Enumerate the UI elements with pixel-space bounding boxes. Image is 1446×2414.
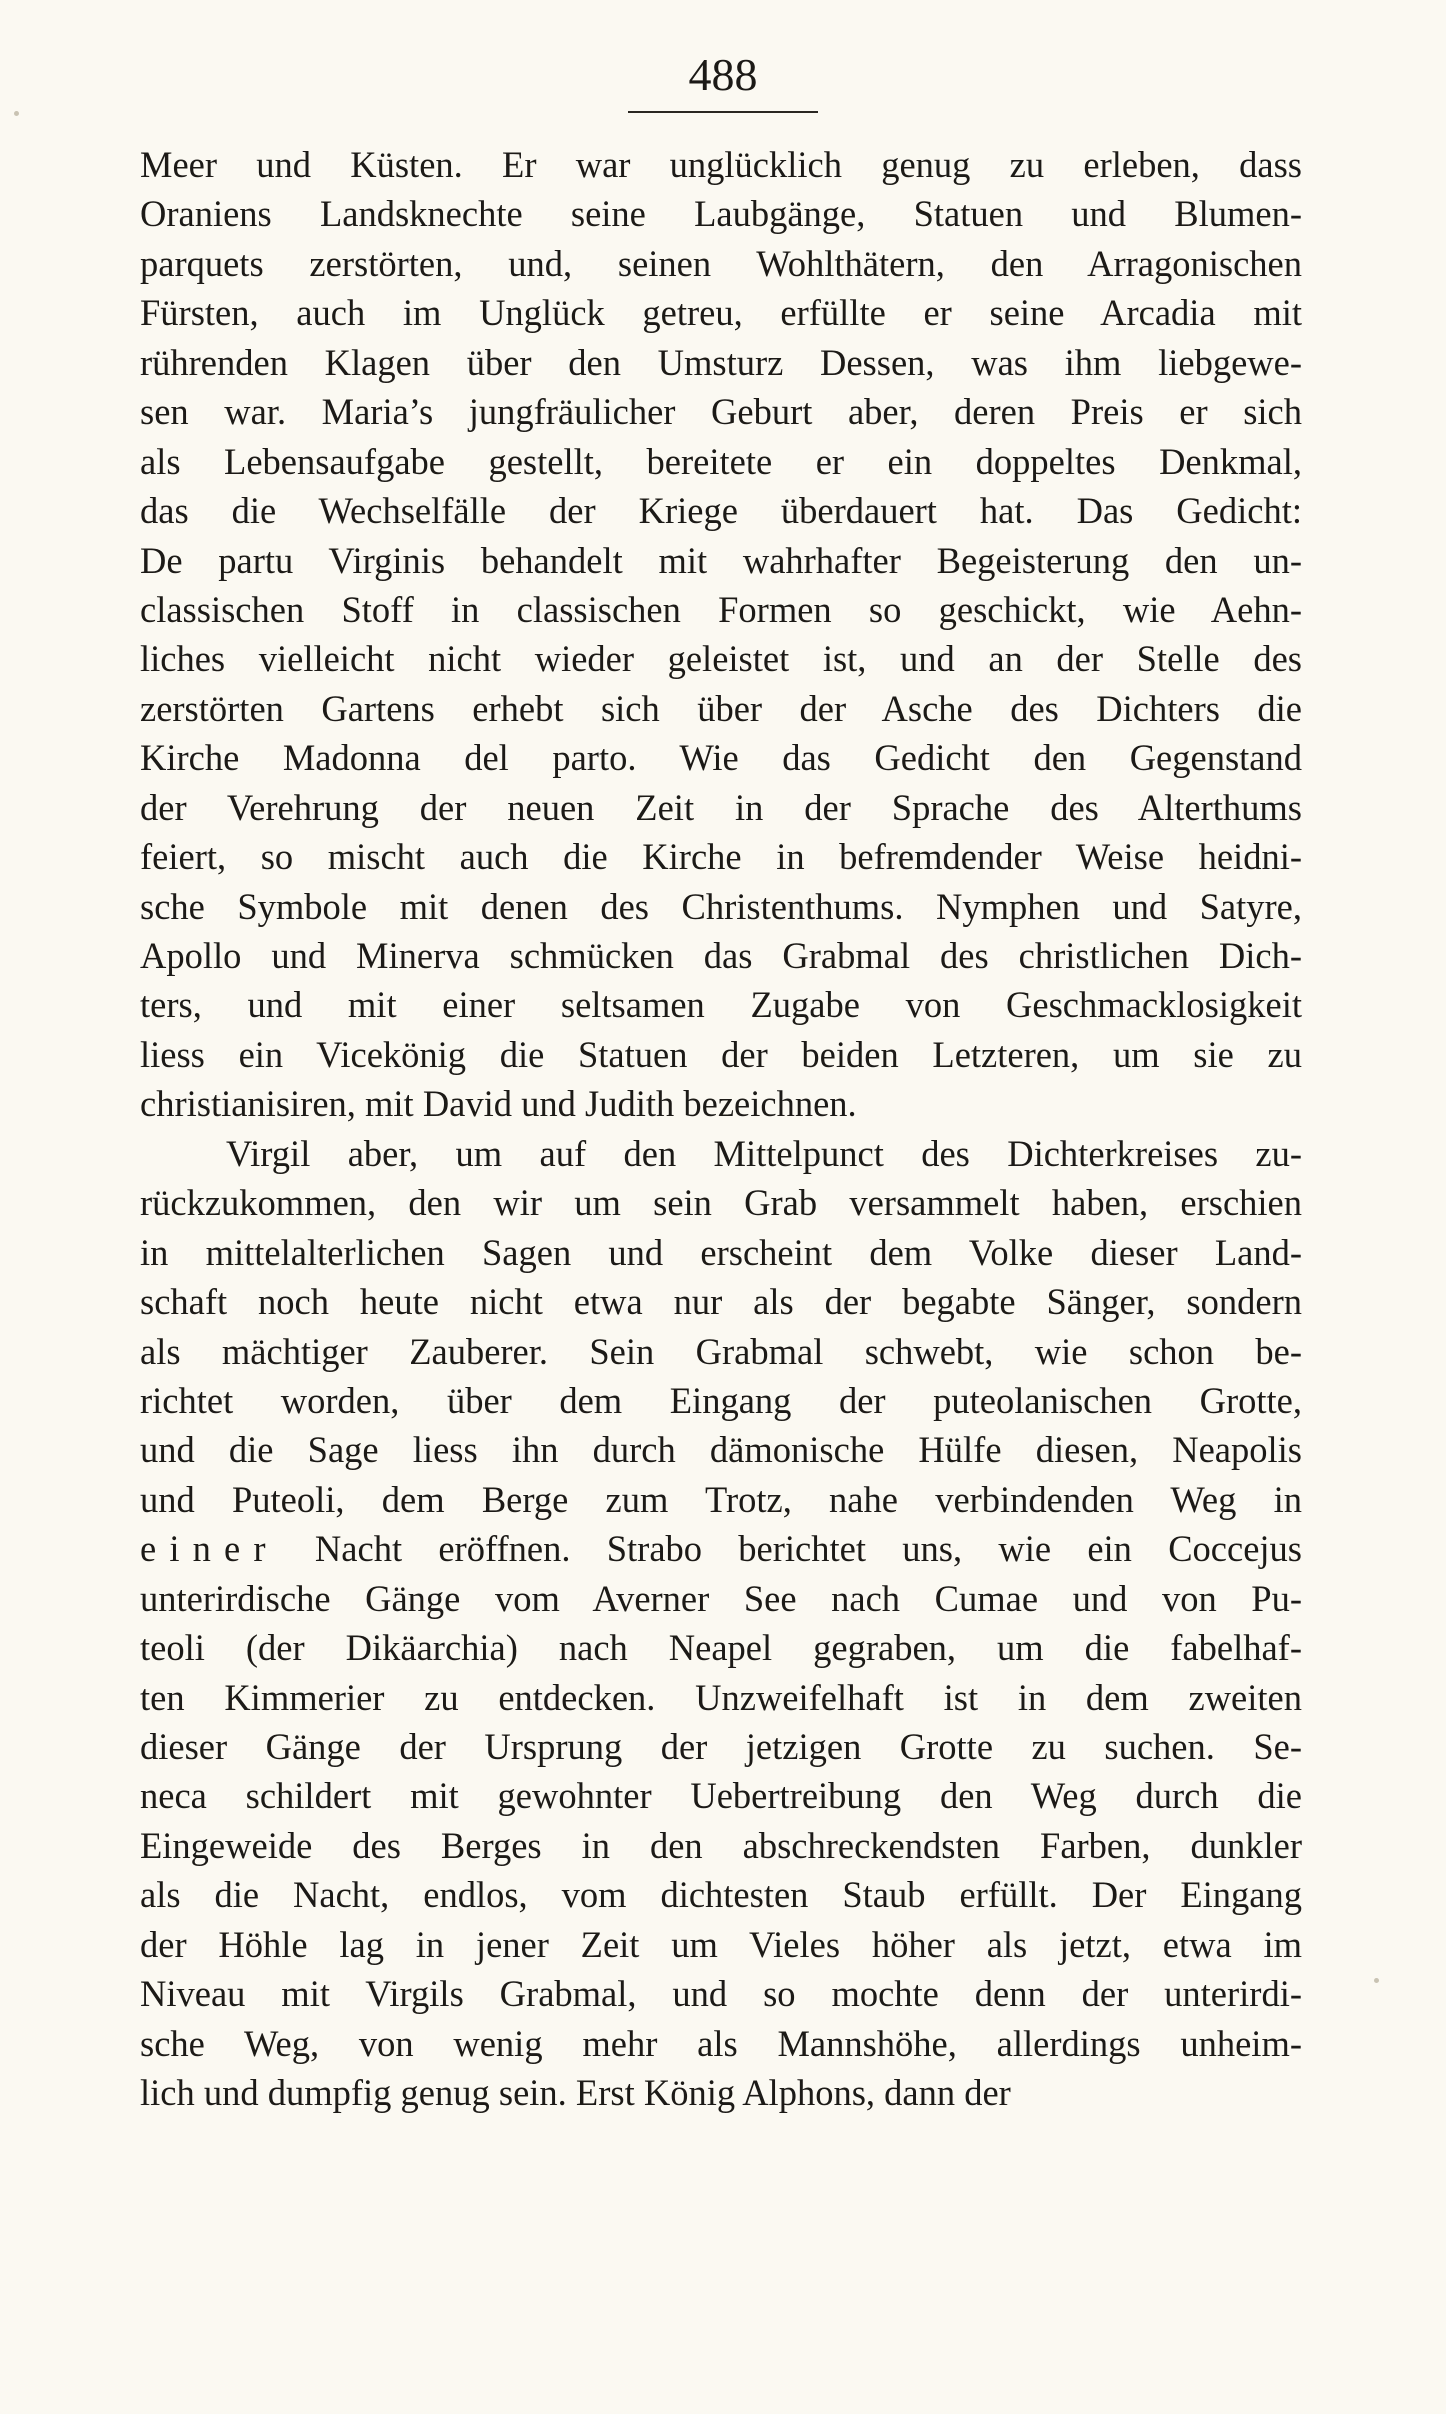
text-line: Meer und Küsten. Er war unglücklich genug zu erleben, dass <box>140 144 1302 185</box>
text-line: liches vielleicht nicht wieder geleistet ist, und an der Stelle des <box>140 638 1302 680</box>
text-line: ters, und mit einer seltsamen Zugabe von Geschmacklosigkeit <box>140 984 1302 1026</box>
text-line: der Verehrung der neuen Zeit in der Sprache des Alterthums <box>140 786 1302 828</box>
text-line: Niveau mit Virgils Grabmal, und so mochte denn der unterirdi- <box>140 1973 1302 2015</box>
text-line: teoli (der Dikäarchia) nach Neapel gegraben, um die fabelhaf- <box>140 1627 1302 1669</box>
text-line: und die Sage liess ihn durch dämonische Hülfe diesen, Neapolis <box>140 1429 1302 1471</box>
text-line: Oraniens Landsknechte seine Laubgänge, Statuen und Blumen- <box>140 193 1302 235</box>
text-line: Kirche Madonna del parto. Wie das Gedicht den Gegenstand <box>140 737 1302 779</box>
text-line: in mittelalterlichen Sagen und erscheint dem Volke dieser Land- <box>140 1231 1302 1273</box>
text-line: Fürsten, auch im Unglück getreu, erfüllte er seine Arcadia mit <box>140 292 1302 334</box>
text-line: De partu Virginis behandelt mit wahrhafter Begeisterung den un- <box>140 539 1302 581</box>
text-line: Apollo und Minerva schmücken das Grabmal des christlichen Dich- <box>140 935 1302 976</box>
text-line: einer Nacht eröffnen. Strabo berichtet uns, wie ein Coccejus <box>140 1528 1302 1570</box>
paragraph <box>140 140 1302 1129</box>
text-line: sche Weg, von wenig mehr als Mannshöhe, allerdings unheim- <box>140 2022 1302 2064</box>
text-line: feiert, so mischt auch die Kirche in befremdender Weise heidni- <box>140 836 1302 878</box>
text-line: sche Symbole mit denen des Christenthums. Nymphen und Satyre, <box>140 885 1302 927</box>
text-line: richtet worden, über dem Eingang der puteolanischen Grotte, <box>140 1379 1302 1421</box>
text-line: das die Wechselfälle der Kriege überdauert hat. Das Gedicht: <box>140 490 1302 532</box>
text-line: als Lebensaufgabe gestellt, bereitete er ein doppeltes Denkmal, <box>140 440 1302 482</box>
text-line: rückzukommen, den wir um sein Grab versammelt haben, erschien <box>140 1182 1302 1224</box>
text-line: parquets zerstörten, und, seinen Wohlthätern, den Arragonischen <box>140 242 1302 284</box>
text-line: zerstörten Gartens erhebt sich über der Asche des Dichters die <box>140 687 1302 729</box>
text-line: rührenden Klagen über den Umsturz Dessen, was ihm liebgewe- <box>140 341 1302 383</box>
text-line: Eingeweide des Berges in den abschreckendsten Farben, dunkler <box>140 1824 1302 1866</box>
text-line: unterirdische Gänge vom Averner See nach Cumae und von Pu- <box>140 1577 1302 1619</box>
text-line: neca schildert mit gewohnter Uebertreibung den Weg durch die <box>140 1775 1302 1817</box>
text-line: und Puteoli, dem Berge zum Trotz, nahe verbindenden Weg in <box>140 1478 1302 1520</box>
text-line: Virgil aber, um auf den Mittelpunct des Dichterkreises zu- <box>226 1132 1302 1174</box>
body-text <box>140 140 1302 2118</box>
text-line: lich und dumpfig genug sein. Erst König Alphons, dann der <box>140 2072 1011 2114</box>
text-line: als mächtiger Zauberer. Sein Grabmal schwebt, wie schon be- <box>140 1330 1302 1372</box>
text-line: classischen Stoff in classischen Formen so geschickt, wie Aehn- <box>140 588 1302 630</box>
text-line: der Höhle lag in jener Zeit um Vieles höher als jetzt, etwa im <box>140 1923 1302 1965</box>
text-line: als die Nacht, endlos, vom dichtesten Staub erfüllt. Der Eingang <box>140 1874 1302 1916</box>
page-number-rule <box>628 111 818 113</box>
paper-speck <box>14 111 19 116</box>
text-line: schaft noch heute nicht etwa nur als der begabte Sänger, sondern <box>140 1281 1302 1323</box>
text-line: ten Kimmerier zu entdecken. Unzweifelhaft ist in dem zweiten <box>140 1676 1302 1718</box>
paper-speck <box>1374 1978 1379 1983</box>
text-line: christianisiren, mit David und Judith bezeichnen. <box>140 1083 857 1125</box>
text-line: dieser Gänge der Ursprung der jetzigen Grotte zu suchen. Se- <box>140 1726 1302 1767</box>
text-line: sen war. Maria’s jungfräulicher Geburt aber, deren Preis er sich <box>140 391 1302 433</box>
page-number: 488 <box>688 49 758 100</box>
text-line: liess ein Vicekönig die Statuen der beiden Letzteren, um sie zu <box>140 1033 1302 1075</box>
paragraph <box>140 1129 1302 2118</box>
